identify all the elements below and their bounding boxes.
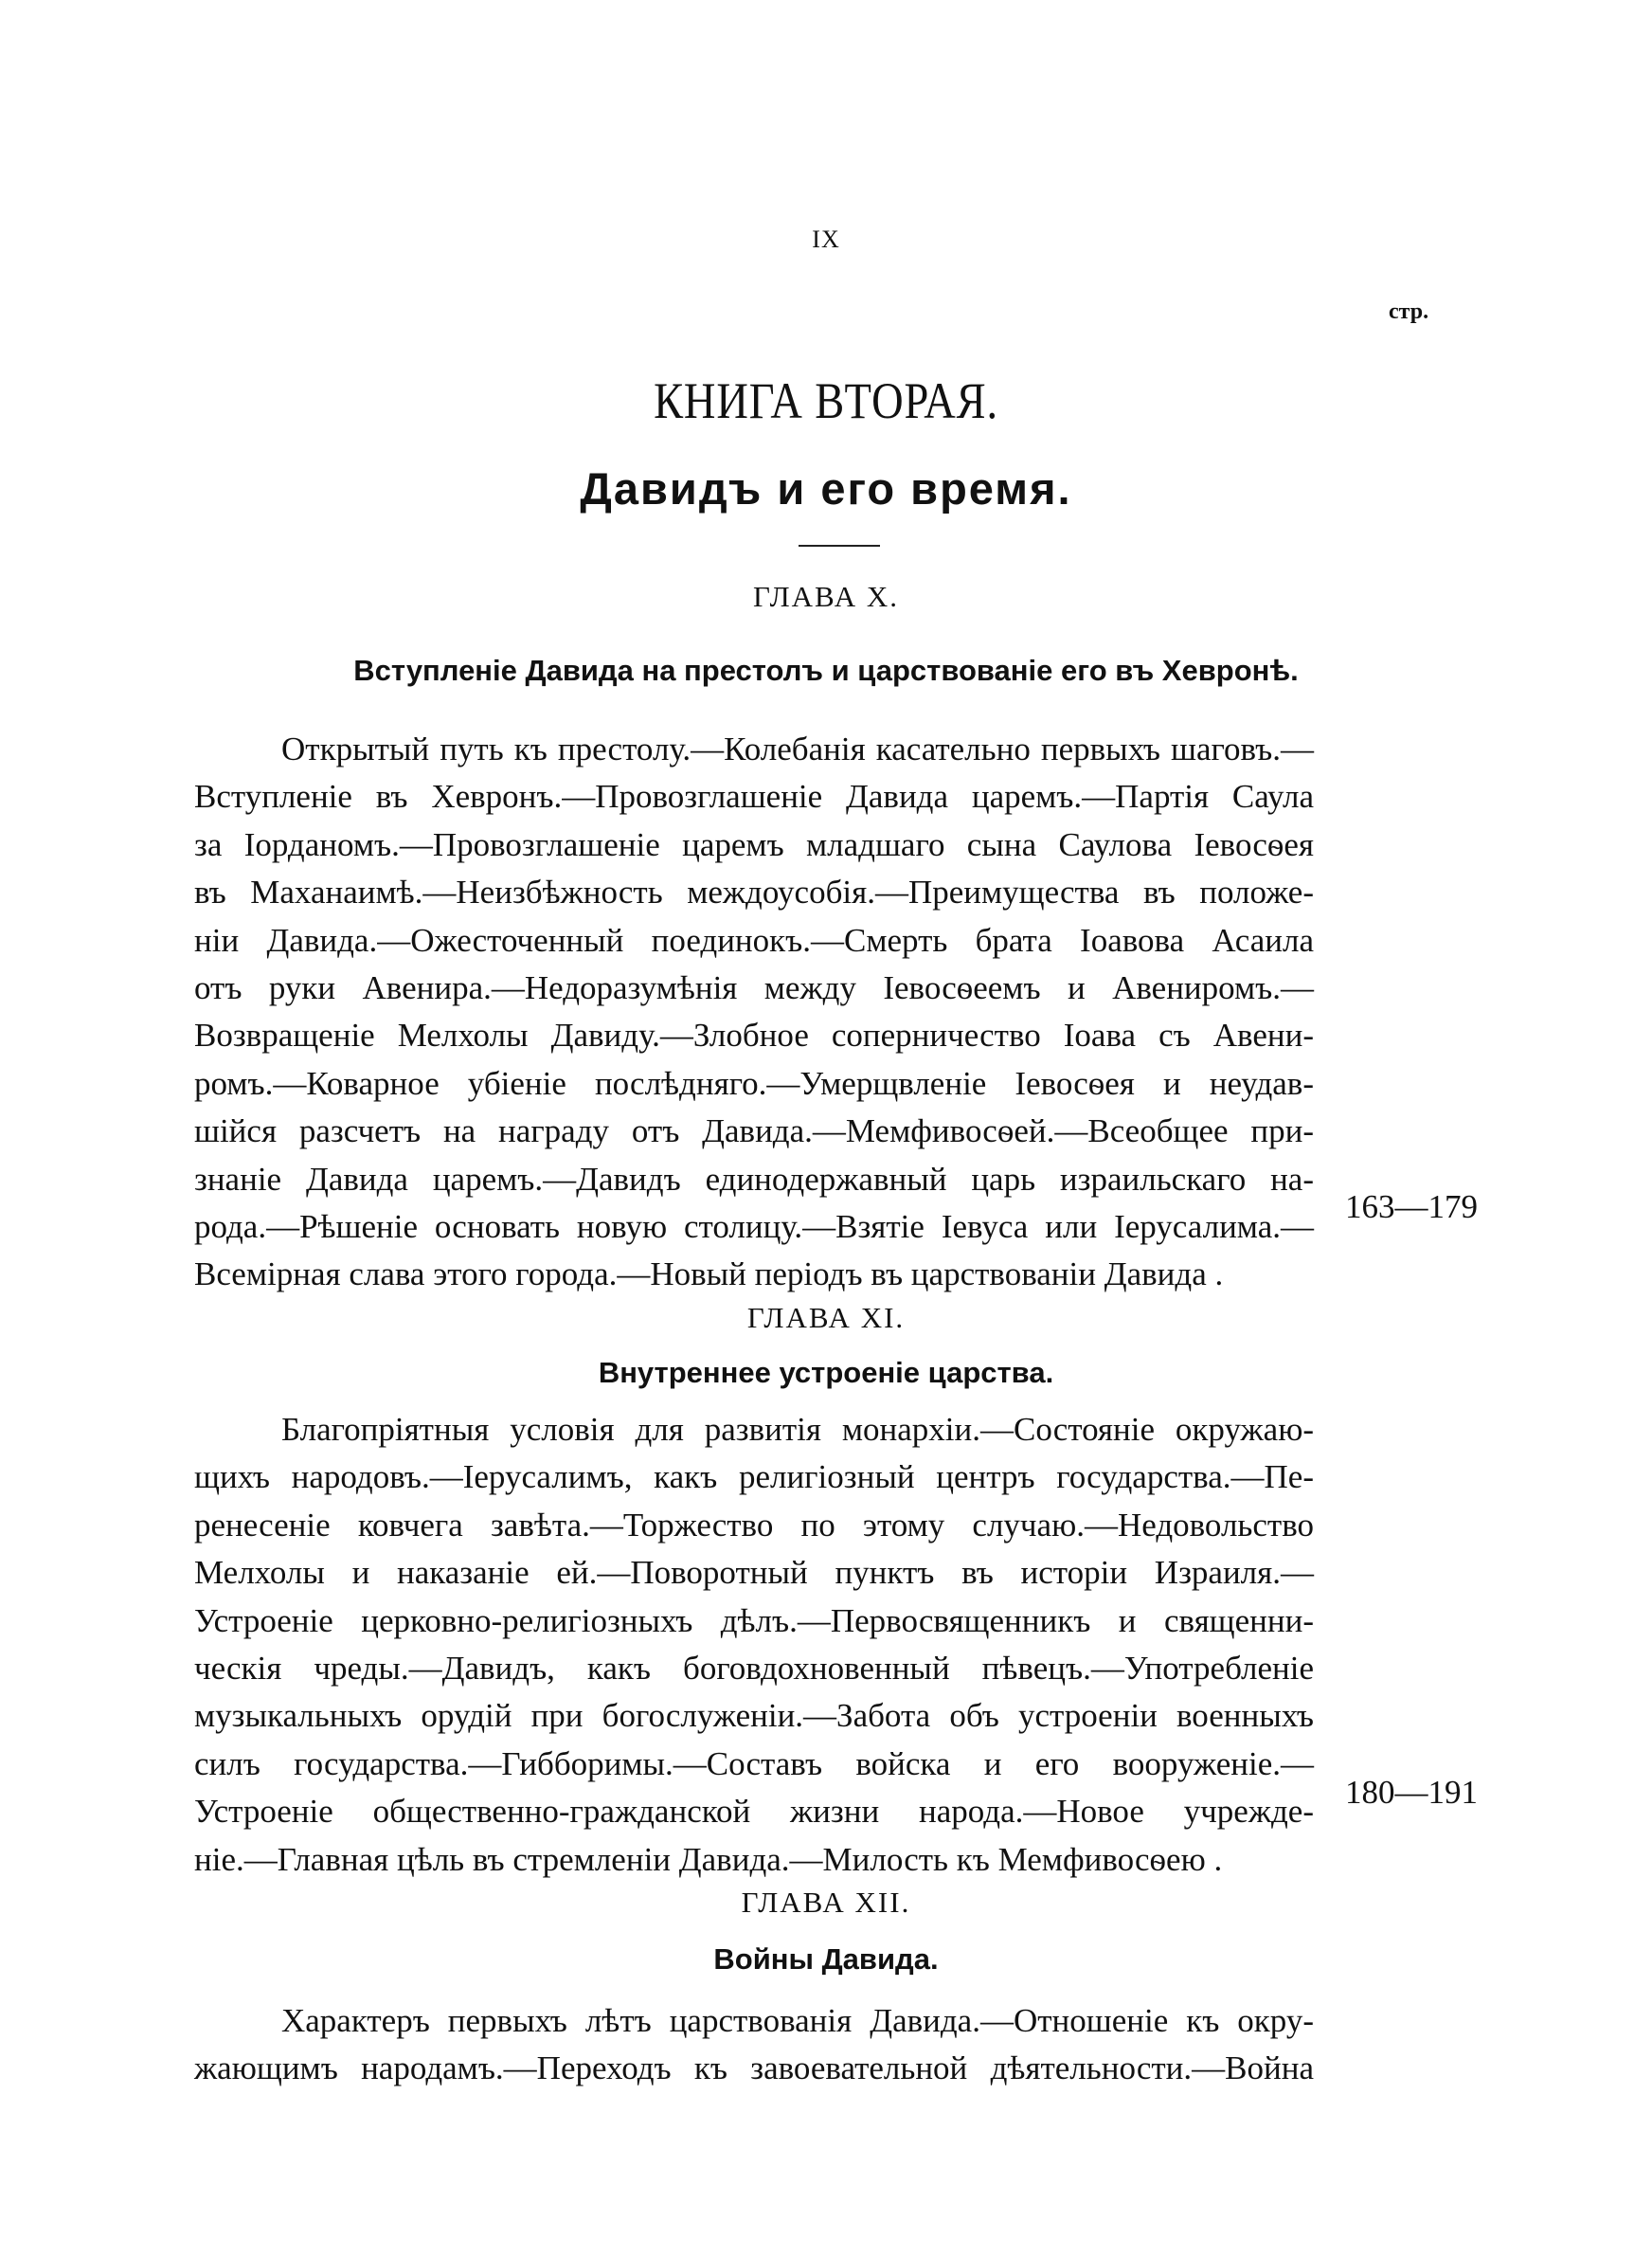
summary-line: ніи Давида.—Ожесточенный поединокъ.—Смерть брата Іоавова Асаила bbox=[194, 921, 1314, 959]
chapter-10-summary bbox=[194, 726, 1314, 1299]
chapter-11-summary bbox=[194, 1406, 1314, 1884]
chapter-11-title: Внутреннее устроеніе царства. bbox=[598, 1356, 1054, 1389]
summary-line: силъ государства.—Гибборимы.—Составъ войска и его вооруженіе.— bbox=[194, 1744, 1314, 1782]
summary-line: Возвращеніе Мелхолы Давиду.—Злобное соперничество Іоава съ Авени- bbox=[194, 1017, 1314, 1055]
summary-line: шійся разсчетъ на награду отъ Давида.—Мемфивосѳей.—Всеобщее при- bbox=[194, 1112, 1314, 1150]
summary-line: ромъ.—Коварное убіеніе послѣдняго.—Умерщвленіе Іевосѳея и неудав- bbox=[194, 1064, 1314, 1102]
chapter-10-pages: 163—179 bbox=[1345, 1188, 1478, 1225]
page-column-label: стр. bbox=[1389, 299, 1429, 324]
summary-line: отъ руки Авенира.—Недоразумѣнія между Іевосѳеемъ и Авениромъ.— bbox=[194, 969, 1314, 1007]
summary-line: ренесеніе ковчега завѣта.—Торжество по этому случаю.—Недовольство bbox=[194, 1506, 1314, 1544]
summary-line: въ Маханаимѣ.—Неизбѣжность междоусобія.—Преимущества въ положе- bbox=[194, 874, 1314, 912]
chapter-10-title: Вступленіе Давида на престолъ и царствованіе его въ Хевронѣ. bbox=[353, 654, 1299, 687]
summary-line: Мелхолы и наказаніе ей.—Поворотный пунктъ въ исторіи Израиля.— bbox=[194, 1554, 1314, 1592]
summary-line: Благопріятныя условія для развитія монархіи.—Состояніе окружаю- bbox=[281, 1411, 1314, 1448]
chapter-12-title: Войны Давида. bbox=[713, 1942, 939, 1976]
chapter-10-heading: ГЛАВА X. bbox=[752, 580, 899, 613]
summary-line: ческія чреды.—Давидъ, какъ боговдохновенный пѣвецъ.—Употребленіе bbox=[194, 1650, 1314, 1688]
summary-line: рода.—Рѣшеніе основать новую столицу.—Взятіе Іевуса или Іерусалима.— bbox=[194, 1208, 1314, 1246]
summary-line: Устроеніе церковно-религіозныхъ дѣлъ.—Первосвященникъ и священни- bbox=[194, 1601, 1314, 1639]
chapter-11-heading: ГЛАВА XI. bbox=[746, 1301, 906, 1334]
book-title: КНИГА ВТОРАЯ. bbox=[654, 372, 998, 429]
summary-line: Устроеніе общественно-гражданской жизни народа.—Новое учрежде- bbox=[194, 1793, 1314, 1831]
chapter-11-pages: 180—191 bbox=[1345, 1774, 1478, 1811]
summary-line: Вступленіе въ Хевронъ.—Провозглашеніе Давида царемъ.—Партія Саула bbox=[194, 778, 1314, 816]
chapter-12-heading: ГЛАВА XII. bbox=[741, 1886, 911, 1919]
summary-line: Всемірная слава этого города.—Новый періодъ въ царствованіи Давида . bbox=[194, 1255, 1224, 1293]
summary-line: за Іорданомъ.—Провозглашеніе царемъ младшаго сына Саулова Іевосѳея bbox=[194, 825, 1314, 863]
summary-line: Открытый путь къ престолу.—Колебанія касательно первыхъ шаговъ.— bbox=[281, 731, 1314, 767]
summary-line: ніе.—Главная цѣль въ стремленіи Давида.—Милость къ Мемфивосѳею . bbox=[194, 1840, 1223, 1878]
summary-line: музыкальныхъ орудій при богослуженіи.—Забота объ устроеніи военныхъ bbox=[194, 1697, 1314, 1735]
summary-line: щихъ народовъ.—Іерусалимъ, какъ религіозный центръ государства.—Пе- bbox=[194, 1458, 1314, 1496]
summary-line: жающимъ народамъ.—Переходъ къ завоевательной дѣятельности.—Война bbox=[194, 2049, 1314, 2087]
title-divider bbox=[799, 545, 880, 547]
page-number: IX bbox=[812, 226, 840, 253]
book-subtitle: Давидъ и его время. bbox=[580, 463, 1072, 514]
summary-line: знаніе Давида царемъ.—Давидъ единодержавный царь израильскаго на- bbox=[194, 1160, 1314, 1198]
chapter-12-summary bbox=[194, 1997, 1314, 2093]
summary-line: Характеръ первыхъ лѣтъ царствованія Давида.—Отношеніе къ окру- bbox=[281, 2002, 1314, 2039]
